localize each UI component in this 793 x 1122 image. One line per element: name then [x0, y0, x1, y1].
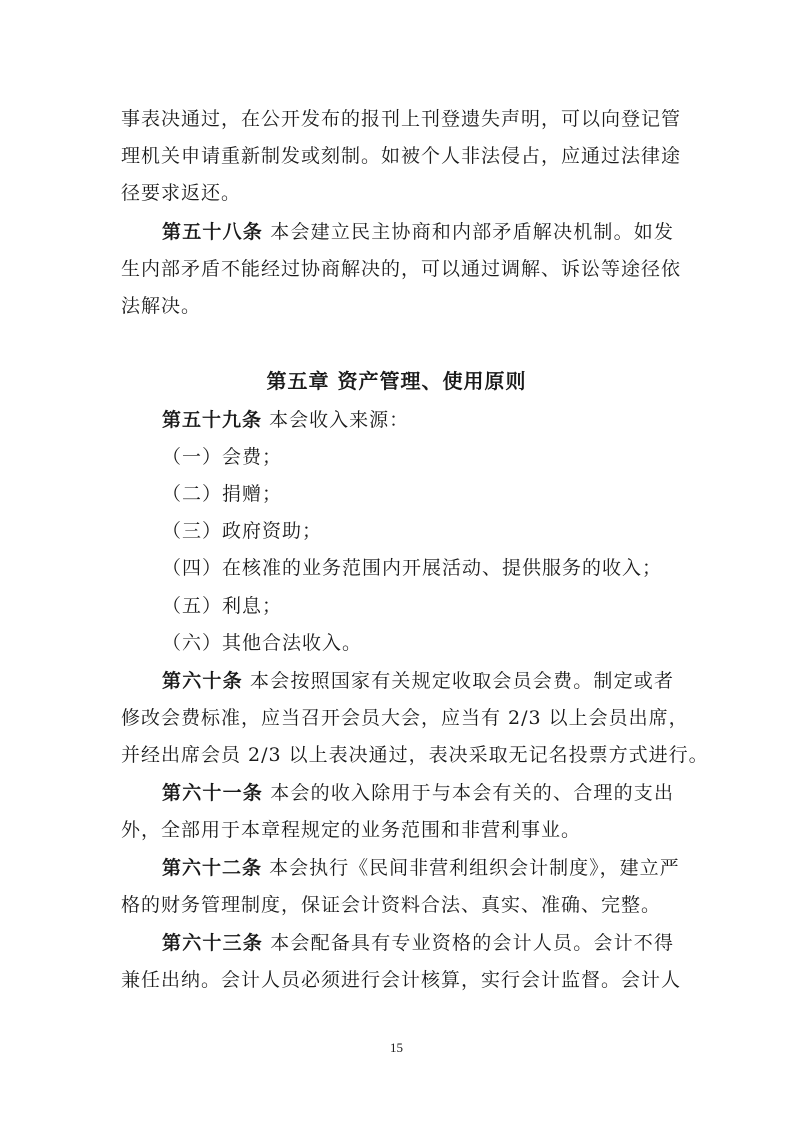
article-63-label: 第六十三条	[162, 932, 263, 954]
article-62-text: 本会执行《民间非营利组织会计制度》，建立严	[269, 857, 680, 879]
article-62-line	[162, 856, 680, 880]
article-60-label: 第六十条	[162, 670, 243, 692]
article-63-line	[162, 931, 674, 955]
article-58-label: 第五十八条	[162, 221, 263, 243]
paragraph-line: 理机关申请重新制发或刻制。如被个人非法侵占，应通过法律途	[121, 145, 682, 167]
article-59-text: 本会收入来源：	[269, 409, 410, 431]
article-58-text: 本会建立民主协商和内部矛盾解决机制。如发	[270, 221, 674, 243]
article-59-line	[162, 408, 409, 432]
list-item: （五）利息；	[162, 595, 283, 617]
list-item: （六）其他合法收入。	[162, 632, 363, 654]
article-63-text: 本会配备具有专业资格的会计人员。会计不得	[270, 932, 674, 954]
paragraph-line: 径要求返还。	[121, 182, 242, 204]
paragraph-line: 生内部矛盾不能经过协商解决的，可以通过调解、诉讼等途径依	[121, 258, 682, 280]
list-item: （三）政府资助；	[162, 520, 323, 542]
article-58-line	[162, 220, 674, 244]
chapter-title: 第五章 资产管理、使用原则	[266, 369, 527, 393]
paragraph-line: 并经出席会员 2/3 以上表决通过，表决采取无记名投票方式进行。	[121, 744, 709, 766]
article-60-line	[162, 669, 674, 693]
list-item: （二）捐赠；	[162, 483, 283, 505]
article-61-text: 本会的收入除用于与本会有关的、合理的支出	[270, 782, 674, 804]
list-item: （四）在核准的业务范围内开展活动、提供服务的收入；	[162, 557, 663, 579]
article-62-label: 第六十二条	[162, 857, 263, 879]
article-59-label: 第五十九条	[162, 409, 263, 431]
article-61-line	[162, 781, 674, 805]
article-61-label: 第六十一条	[162, 782, 263, 804]
paragraph-line: 格的财务管理制度，保证会计资料合法、真实、准确、完整。	[121, 894, 662, 916]
paragraph-line: 法解决。	[121, 295, 202, 317]
paragraph-line: 兼任出纳。会计人员必须进行会计核算，实行会计监督。会计人	[121, 969, 682, 991]
paragraph-line: 外，全部用于本章程规定的业务范围和非营利事业。	[121, 819, 582, 841]
paragraph-line: 事表决通过，在公开发布的报刊上刊登遗失声明，可以向登记管	[121, 108, 682, 130]
paragraph-line: 修改会费标准，应当召开会员大会，应当有 2/3 以上会员出席，	[121, 707, 689, 729]
article-60-text: 本会按照国家有关规定收取会员会费。制定或者	[250, 670, 674, 692]
page-number: 15	[390, 1040, 403, 1055]
list-item: （一）会费；	[162, 446, 283, 468]
